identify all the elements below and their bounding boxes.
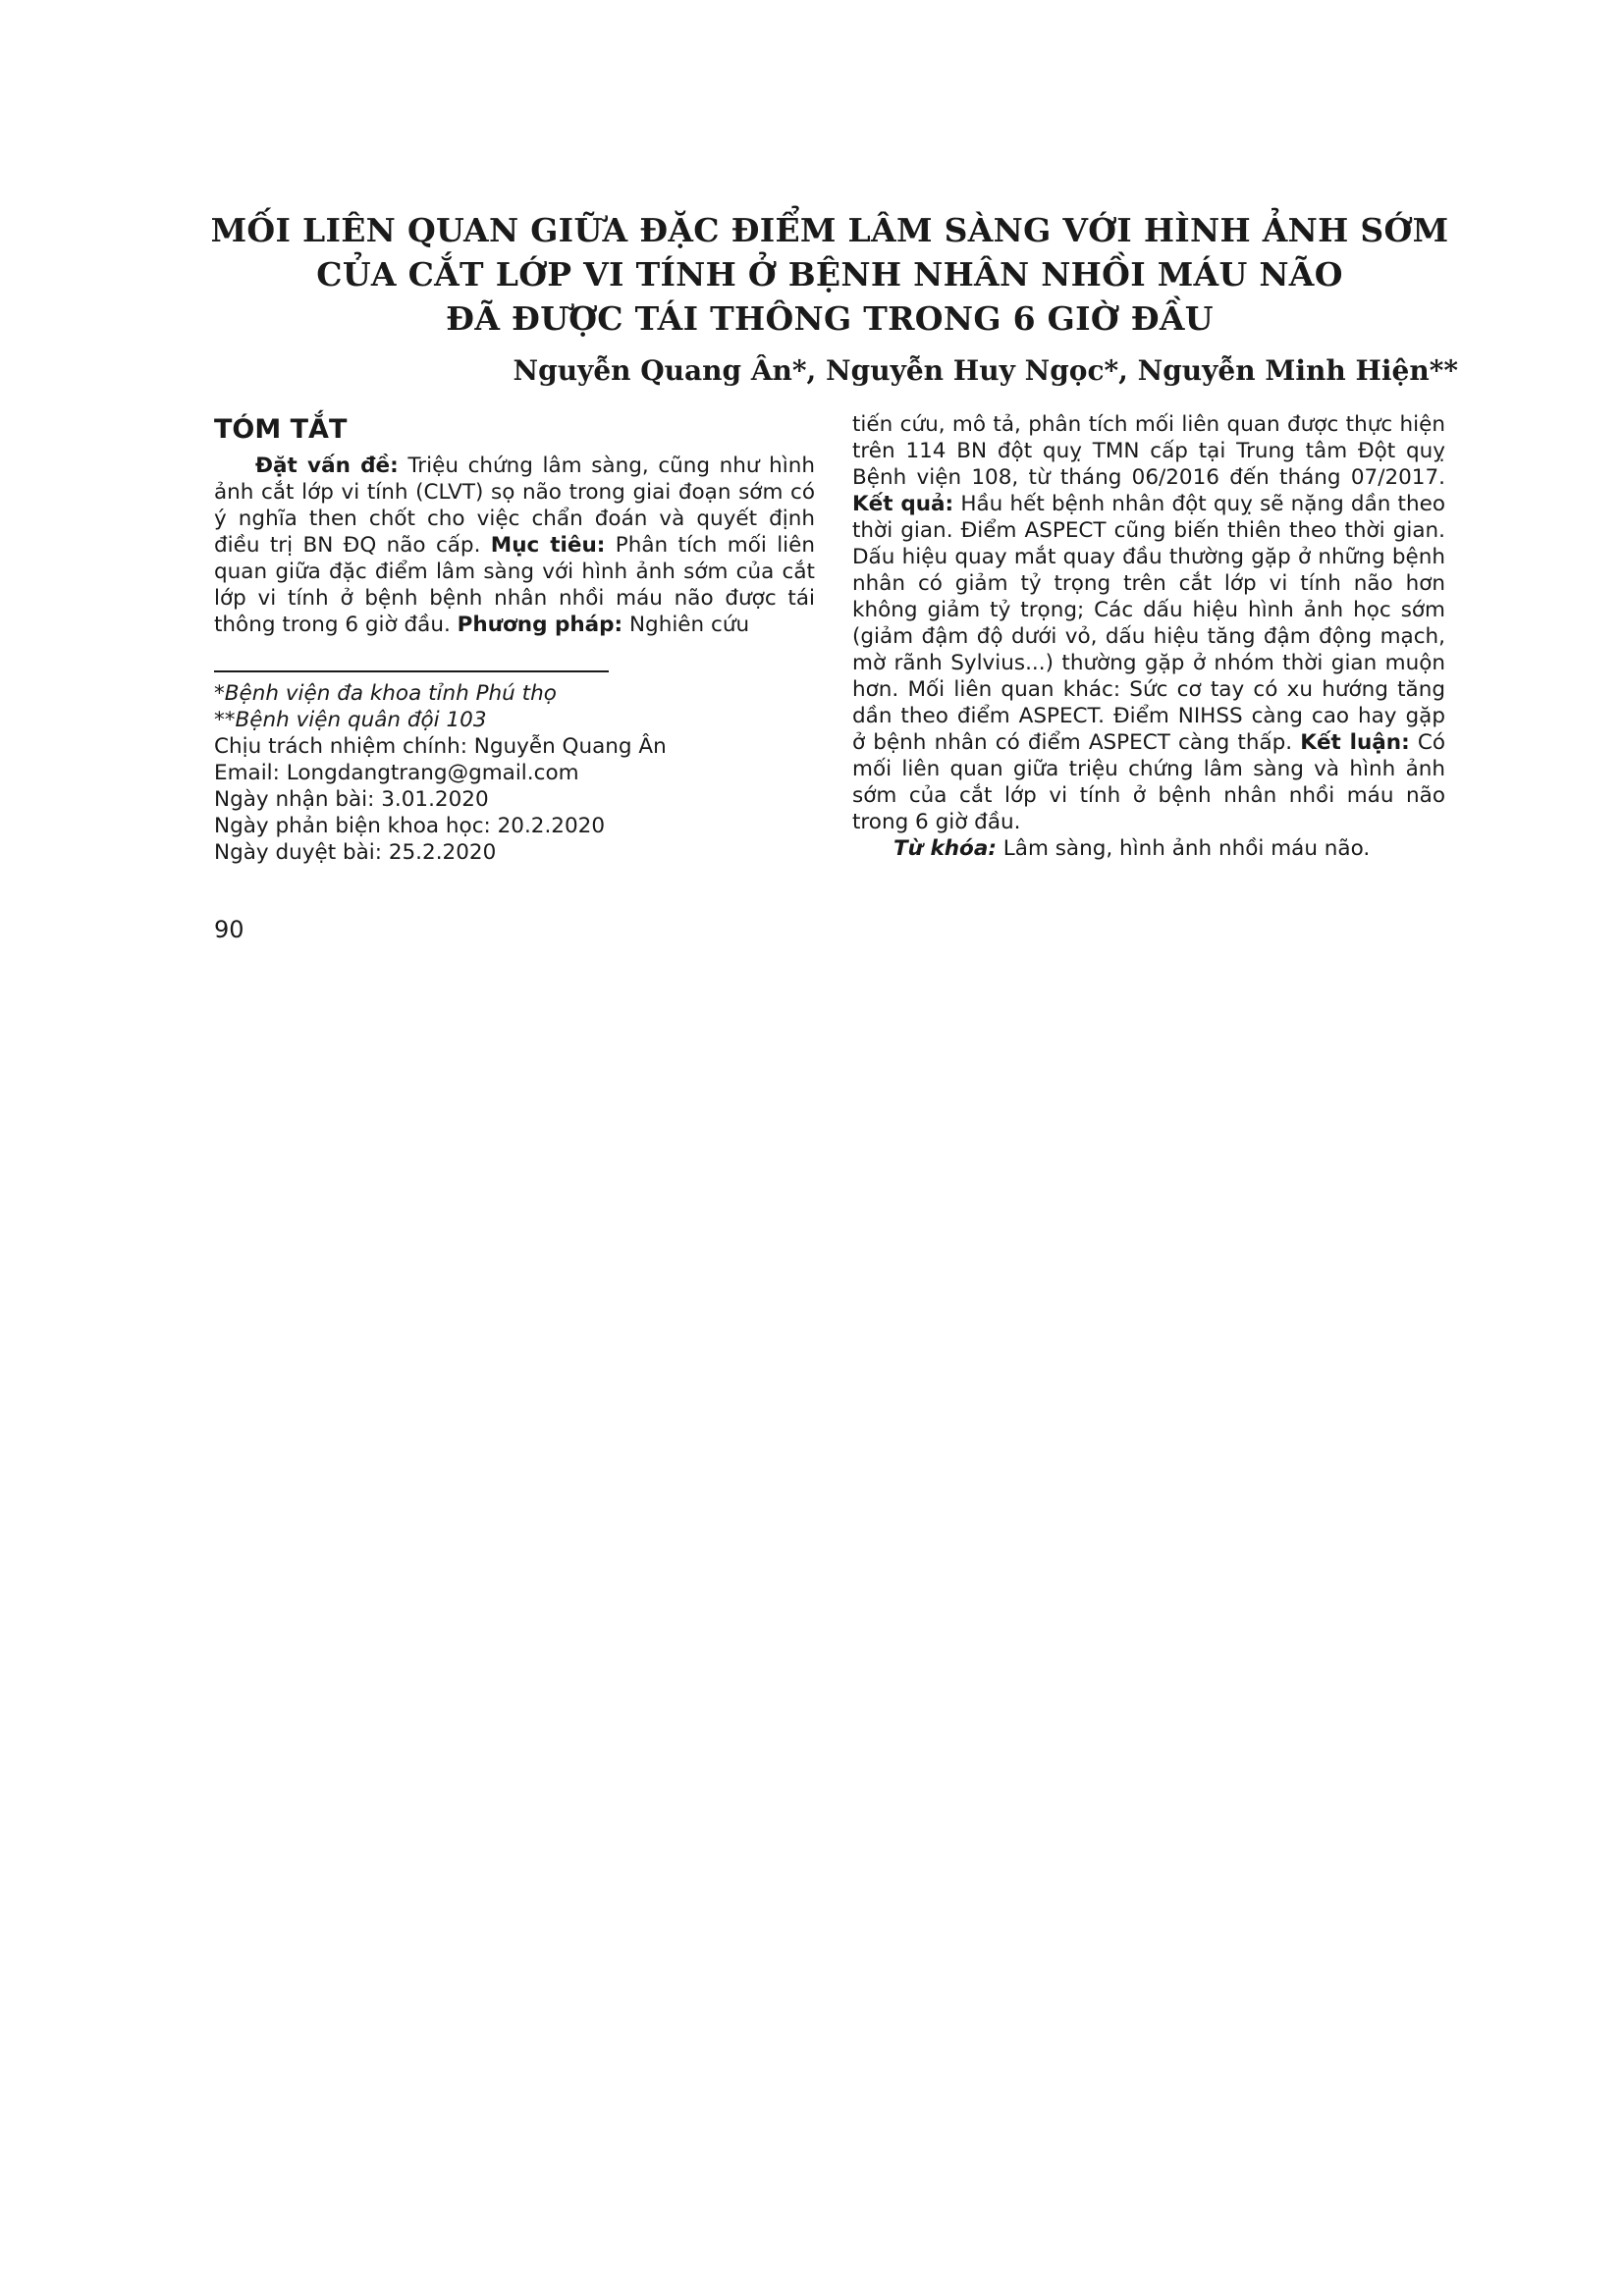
results-label: Kết quả: bbox=[852, 492, 954, 516]
contact-email: Email: Longdangtrang@gmail.com bbox=[214, 761, 579, 785]
abstract-paragraph bbox=[214, 453, 815, 638]
page-number: 90 bbox=[214, 916, 244, 943]
affiliation-2: **Bệnh viện quân đội 103 bbox=[214, 708, 487, 732]
abstract-left-column bbox=[214, 453, 815, 638]
conclusion-label: Kết luận: bbox=[1300, 730, 1410, 755]
results-text: Hầu hết bệnh nhân đột quỵ sẽ nặng dần theo thời gian. Điểm ASPECT cũng biến thiên theo thời gian. Dấu hiệu quay mắt quay đầu thường gặp ở những bệnh nhân có giảm tỷ trọng trên cắt lớp vi tính não hơn không giảm tỷ trọng; Các dấu hiệu hình ảnh học sớm (giảm đậm độ dưới vỏ, dấu hiệu tăng đậm động mạch, mờ rãnh Sylvius...) thường gặp ở nhóm thời gian muộn hơn. Mối liên quan khác: Sức cơ tay có xu hướng tăng dần theo điểm ASPECT. Điểm NIHSS càng cao hay gặp ở bệnh nhân có điểm ASPECT càng thấp. bbox=[852, 492, 1445, 755]
author-list: Nguyễn Quang Ân*, Nguyễn Huy Ngọc*, Nguyễn Minh Hiện** bbox=[513, 354, 1458, 387]
footnote-divider bbox=[214, 670, 609, 672]
abstract-right-column bbox=[852, 411, 1445, 862]
objective-label: Mục tiêu: bbox=[490, 533, 606, 558]
date-approved: Ngày duyệt bài: 25.2.2020 bbox=[214, 840, 497, 865]
background-label: Đặt vấn đề: bbox=[255, 454, 399, 478]
methods-text-continued: tiến cứu, mô tả, phân tích mối liên quan được thực hiện trên 114 BN đột quỵ TMN cấp tại Trung tâm Đột quỵ Bệnh viện 108, từ tháng 06/2016 đến tháng 07/2017. bbox=[852, 412, 1445, 490]
conclusion-text: Có mối liên quan giữa triệu chứng lâm sàng và hình ảnh sớm của cắt lớp vi tính ở bệnh nhân nhồi máu não trong 6 giờ đầu. bbox=[852, 730, 1445, 834]
keywords-text: Lâm sàng, hình ảnh nhồi máu não. bbox=[996, 836, 1371, 861]
title-line: CỦA CẮT LỚP VI TÍNH Ở BỆNH NHÂN NHỒI MÁU NÃO bbox=[316, 255, 1343, 294]
methods-text: Nghiên cứu bbox=[622, 613, 750, 637]
title-line: MỐI LIÊN QUAN GIỮA ĐẶC ĐIỂM LÂM SÀNG VỚI HÌNH ẢNH SỚM bbox=[210, 211, 1449, 249]
abstract-paragraph-continued bbox=[852, 411, 1445, 835]
date-received: Ngày nhận bài: 3.01.2020 bbox=[214, 787, 489, 812]
footnotes bbox=[214, 680, 823, 866]
title-line: ĐÃ ĐƯỢC TÁI THÔNG TRONG 6 GIỜ ĐẦU bbox=[446, 299, 1214, 338]
keywords-label: Từ khóa: bbox=[893, 836, 997, 861]
methods-label: Phương pháp: bbox=[457, 613, 623, 637]
date-reviewed: Ngày phản biện khoa học: 20.2.2020 bbox=[214, 814, 606, 838]
article-title bbox=[177, 208, 1483, 341]
keywords bbox=[852, 835, 1445, 862]
objective-text: Phân tích mối liên quan giữa đặc điểm lâm sàng với hình ảnh sớm của cắt lớp vi tính ở bệnh bệnh nhân nhồi máu não được tái thông trong 6 giờ đầu. bbox=[214, 533, 816, 637]
responsible-author: Chịu trách nhiệm chính: Nguyễn Quang Ân bbox=[214, 734, 667, 759]
background-text: Triệu chứng lâm sàng, cũng như hình ảnh cắt lớp vi tính (CLVT) sọ não trong giai đoạn sớm có ý nghĩa then chốt cho việc chẩn đoán và quyết định điều trị BN ĐQ não cấp. bbox=[214, 454, 815, 558]
affiliation-1: *Bệnh viện đa khoa tỉnh Phú thọ bbox=[214, 681, 557, 706]
abstract-heading: TÓM TẮT bbox=[214, 414, 348, 445]
